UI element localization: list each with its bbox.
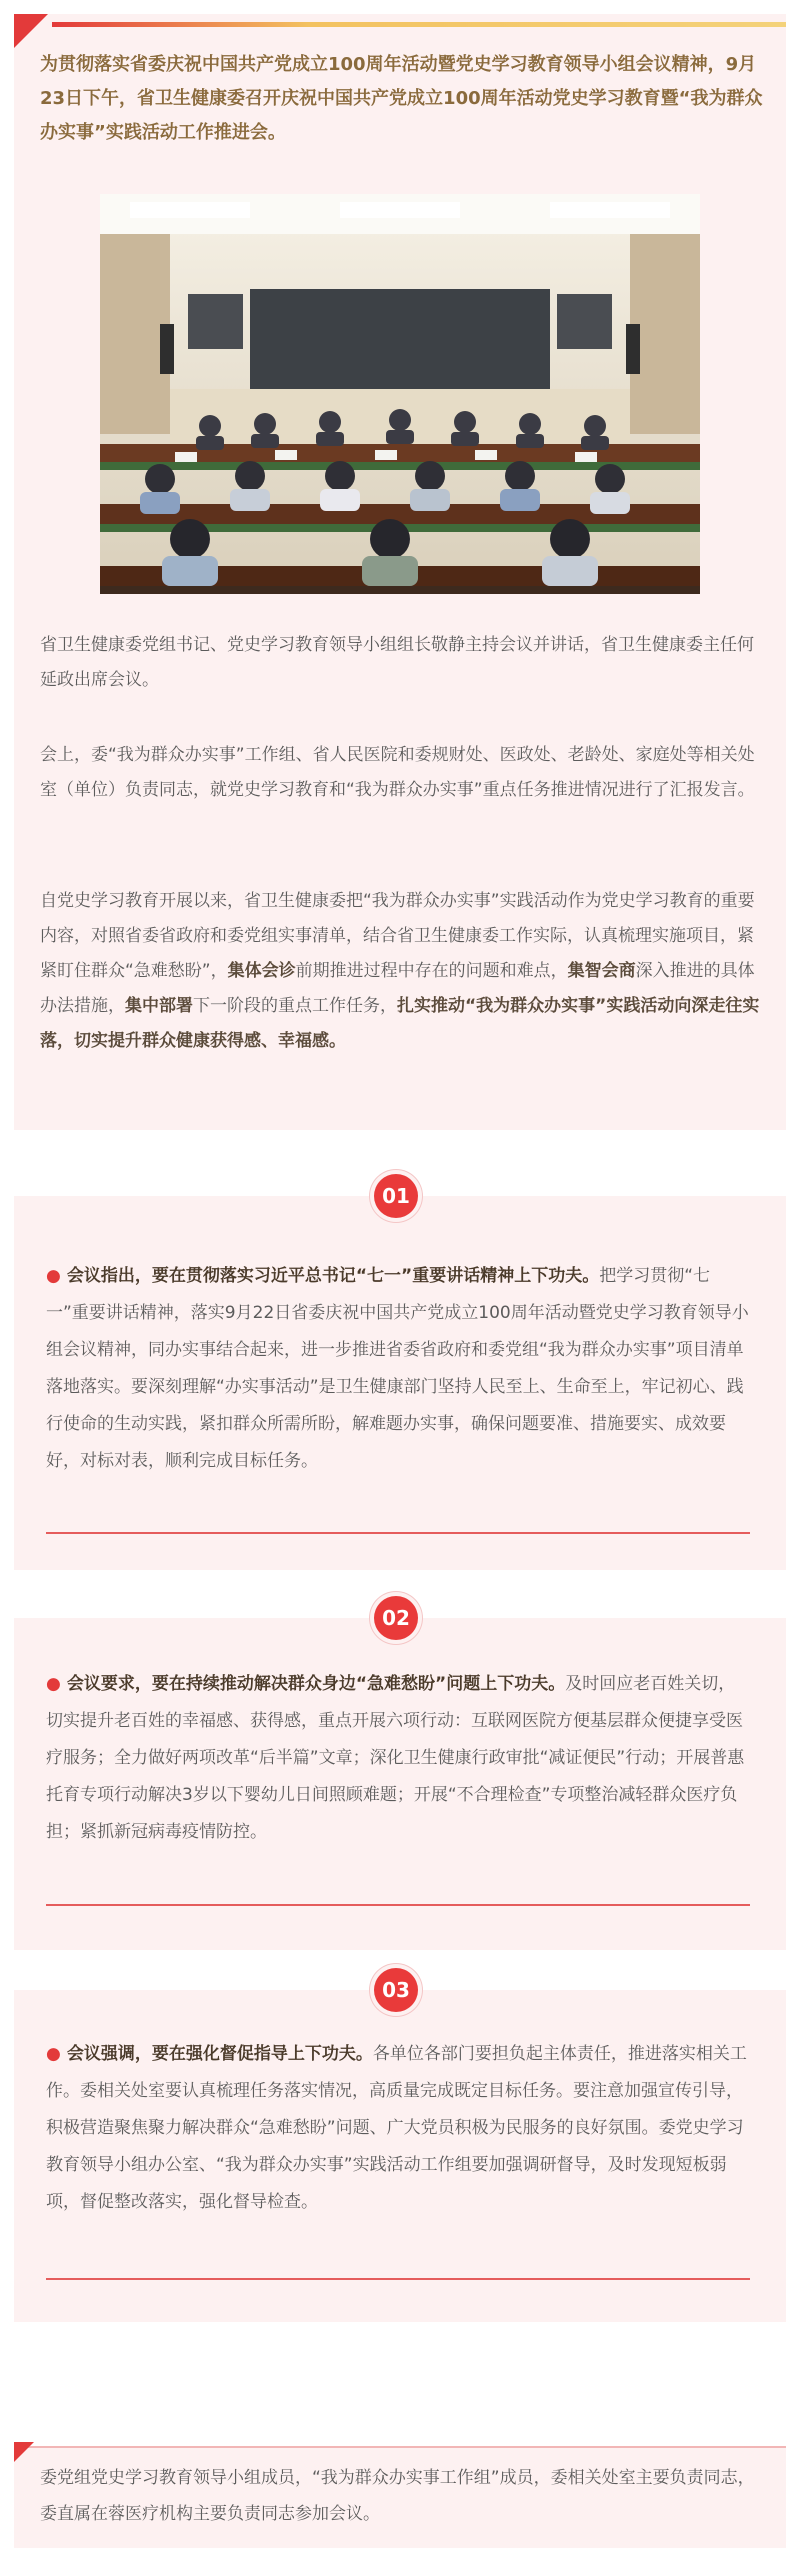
section-01-body: 把学习贯彻“七一”重要讲话精神，落实9月22日省委庆祝中国共产党成立100周年活动暨党史学习教育领导小组会议精神，同办实事结合起来，进一步推进省委省政府和委党组“我为群众办实事”项目清单落地落实。要深刻理解“办实事活动”是卫生健康部门坚持人民至上、生命至上，牢记初心、践行使命的生动实践，紧扣群众所需所盼，解难题办实事，确保问题要准、措施要实、成效要好，对标对表，顺利完成目标任务。 (46, 1266, 749, 1471)
section-number-badge: 01 (374, 1174, 418, 1218)
section-03-heading: 会议强调，要在强化督促指导上下功夫。 (66, 2044, 373, 2064)
section-01-heading: 会议指出，要在贯彻落实习近平总书记“七一”重要讲话精神上下功夫。 (66, 1266, 600, 1286)
paragraph-host: 省卫生健康委党组书记、党史学习教育领导小组组长敬静主持会议并讲话，省卫生健康委主任何延政出席会议。 (40, 635, 754, 690)
meeting-photo (100, 194, 700, 594)
paragraph-summary (40, 884, 760, 1059)
summary-text-1: 自党史学习教育开展以来，省卫生健康委把“我为群众办实事”实践活动作为党史学习教育的重要内容，对照省委省政府和委党组实事清单，结合省卫生健康委工作实际，认真梳理实施项目，紧紧盯住群众“急难愁盼”， (40, 891, 755, 981)
summary-bold-4: 扎实推动“我为群众办实事”实践活动向深走往实落，切实提升群众健康获得感、幸福感。 (40, 996, 760, 1051)
bullet-dot-icon: ● (46, 1266, 61, 1286)
summary-bold-3: 集中部署 (125, 996, 193, 1016)
section-number-badge: 02 (374, 1596, 418, 1640)
corner-accent (14, 14, 48, 48)
bullet-dot-icon: ● (46, 2044, 61, 2064)
section-01-text (46, 1258, 750, 1480)
section-03-text (46, 2036, 750, 2221)
top-gradient-line (52, 22, 786, 27)
summary-text-3: 深入推进的具体办法措施， (40, 961, 755, 1016)
footer-corner-accent (14, 2442, 34, 2462)
section-divider (46, 1532, 750, 1534)
paragraph-reports: 会上，委“我为群众办实事”工作组、省人民医院和委规财处、医政处、老龄处、家庭处等相关处室（单位）负责同志，就党史学习教育和“我为群众办实事”重点任务推进情况进行了汇报发言。 (40, 745, 755, 800)
section-number-badge: 03 (374, 1968, 418, 2012)
section-03-body: 各单位各部门要担负起主体责任，推进落实相关工作。委相关处室要认真梳理任务落实情况，高质量完成既定目标任务。要注意加强宣传引导，积极营造聚焦聚力解决群众“急难愁盼”问题、广大党员积极为民服务的良好氛围。委党史学习教育领导小组办公室、“我为群众办实事”实践活动工作组要加强调研督导，及时发现短板弱项，督促整改落实，强化督导检查。 (46, 2044, 747, 2212)
section-02-body: 及时回应老百姓关切，切实提升老百姓的幸福感、获得感，重点开展六项行动：互联网医院方便基层群众便捷享受医疗服务；全力做好两项改革“后半篇”文章；深化卫生健康行政审批“减证便民”行动；开展普惠托育专项行动解决3岁以下婴幼儿日间照顾难题；开展“不合理检查”专项整治减轻群众医疗负担；紧抓新冠病毒疫情防控。 (46, 1674, 745, 1842)
summary-text-2: 前期推进过程中存在的问题和难点， (295, 961, 568, 981)
bullet-dot-icon: ● (46, 1674, 61, 1694)
section-divider (46, 2278, 750, 2280)
section-02-heading: 会议要求，要在持续推动解决群众身边“急难愁盼”问题上下功夫。 (66, 1674, 566, 1694)
attendees-text: 委党组党史学习教育领导小组成员，“我为群众办实事工作组”成员，委相关处室主要负责同志，委直属在蓉医疗机构主要负责同志参加会议。 (40, 2468, 755, 2524)
summary-bold-2: 集智会商 (567, 961, 636, 981)
section-divider (46, 1904, 750, 1906)
summary-text-4: 下一阶段的重点工作任务， (193, 996, 397, 1016)
lead-paragraph: 为贯彻落实省委庆祝中国共产党成立100周年活动暨党史学习教育领导小组会议精神，9月23日下午，省卫生健康委召开庆祝中国共产党成立100周年活动党史学习教育暨“我为群众办实事”实践活动工作推进会。 (40, 54, 763, 143)
summary-bold-1: 集体会诊 (227, 961, 296, 981)
section-02-text (46, 1666, 750, 1851)
